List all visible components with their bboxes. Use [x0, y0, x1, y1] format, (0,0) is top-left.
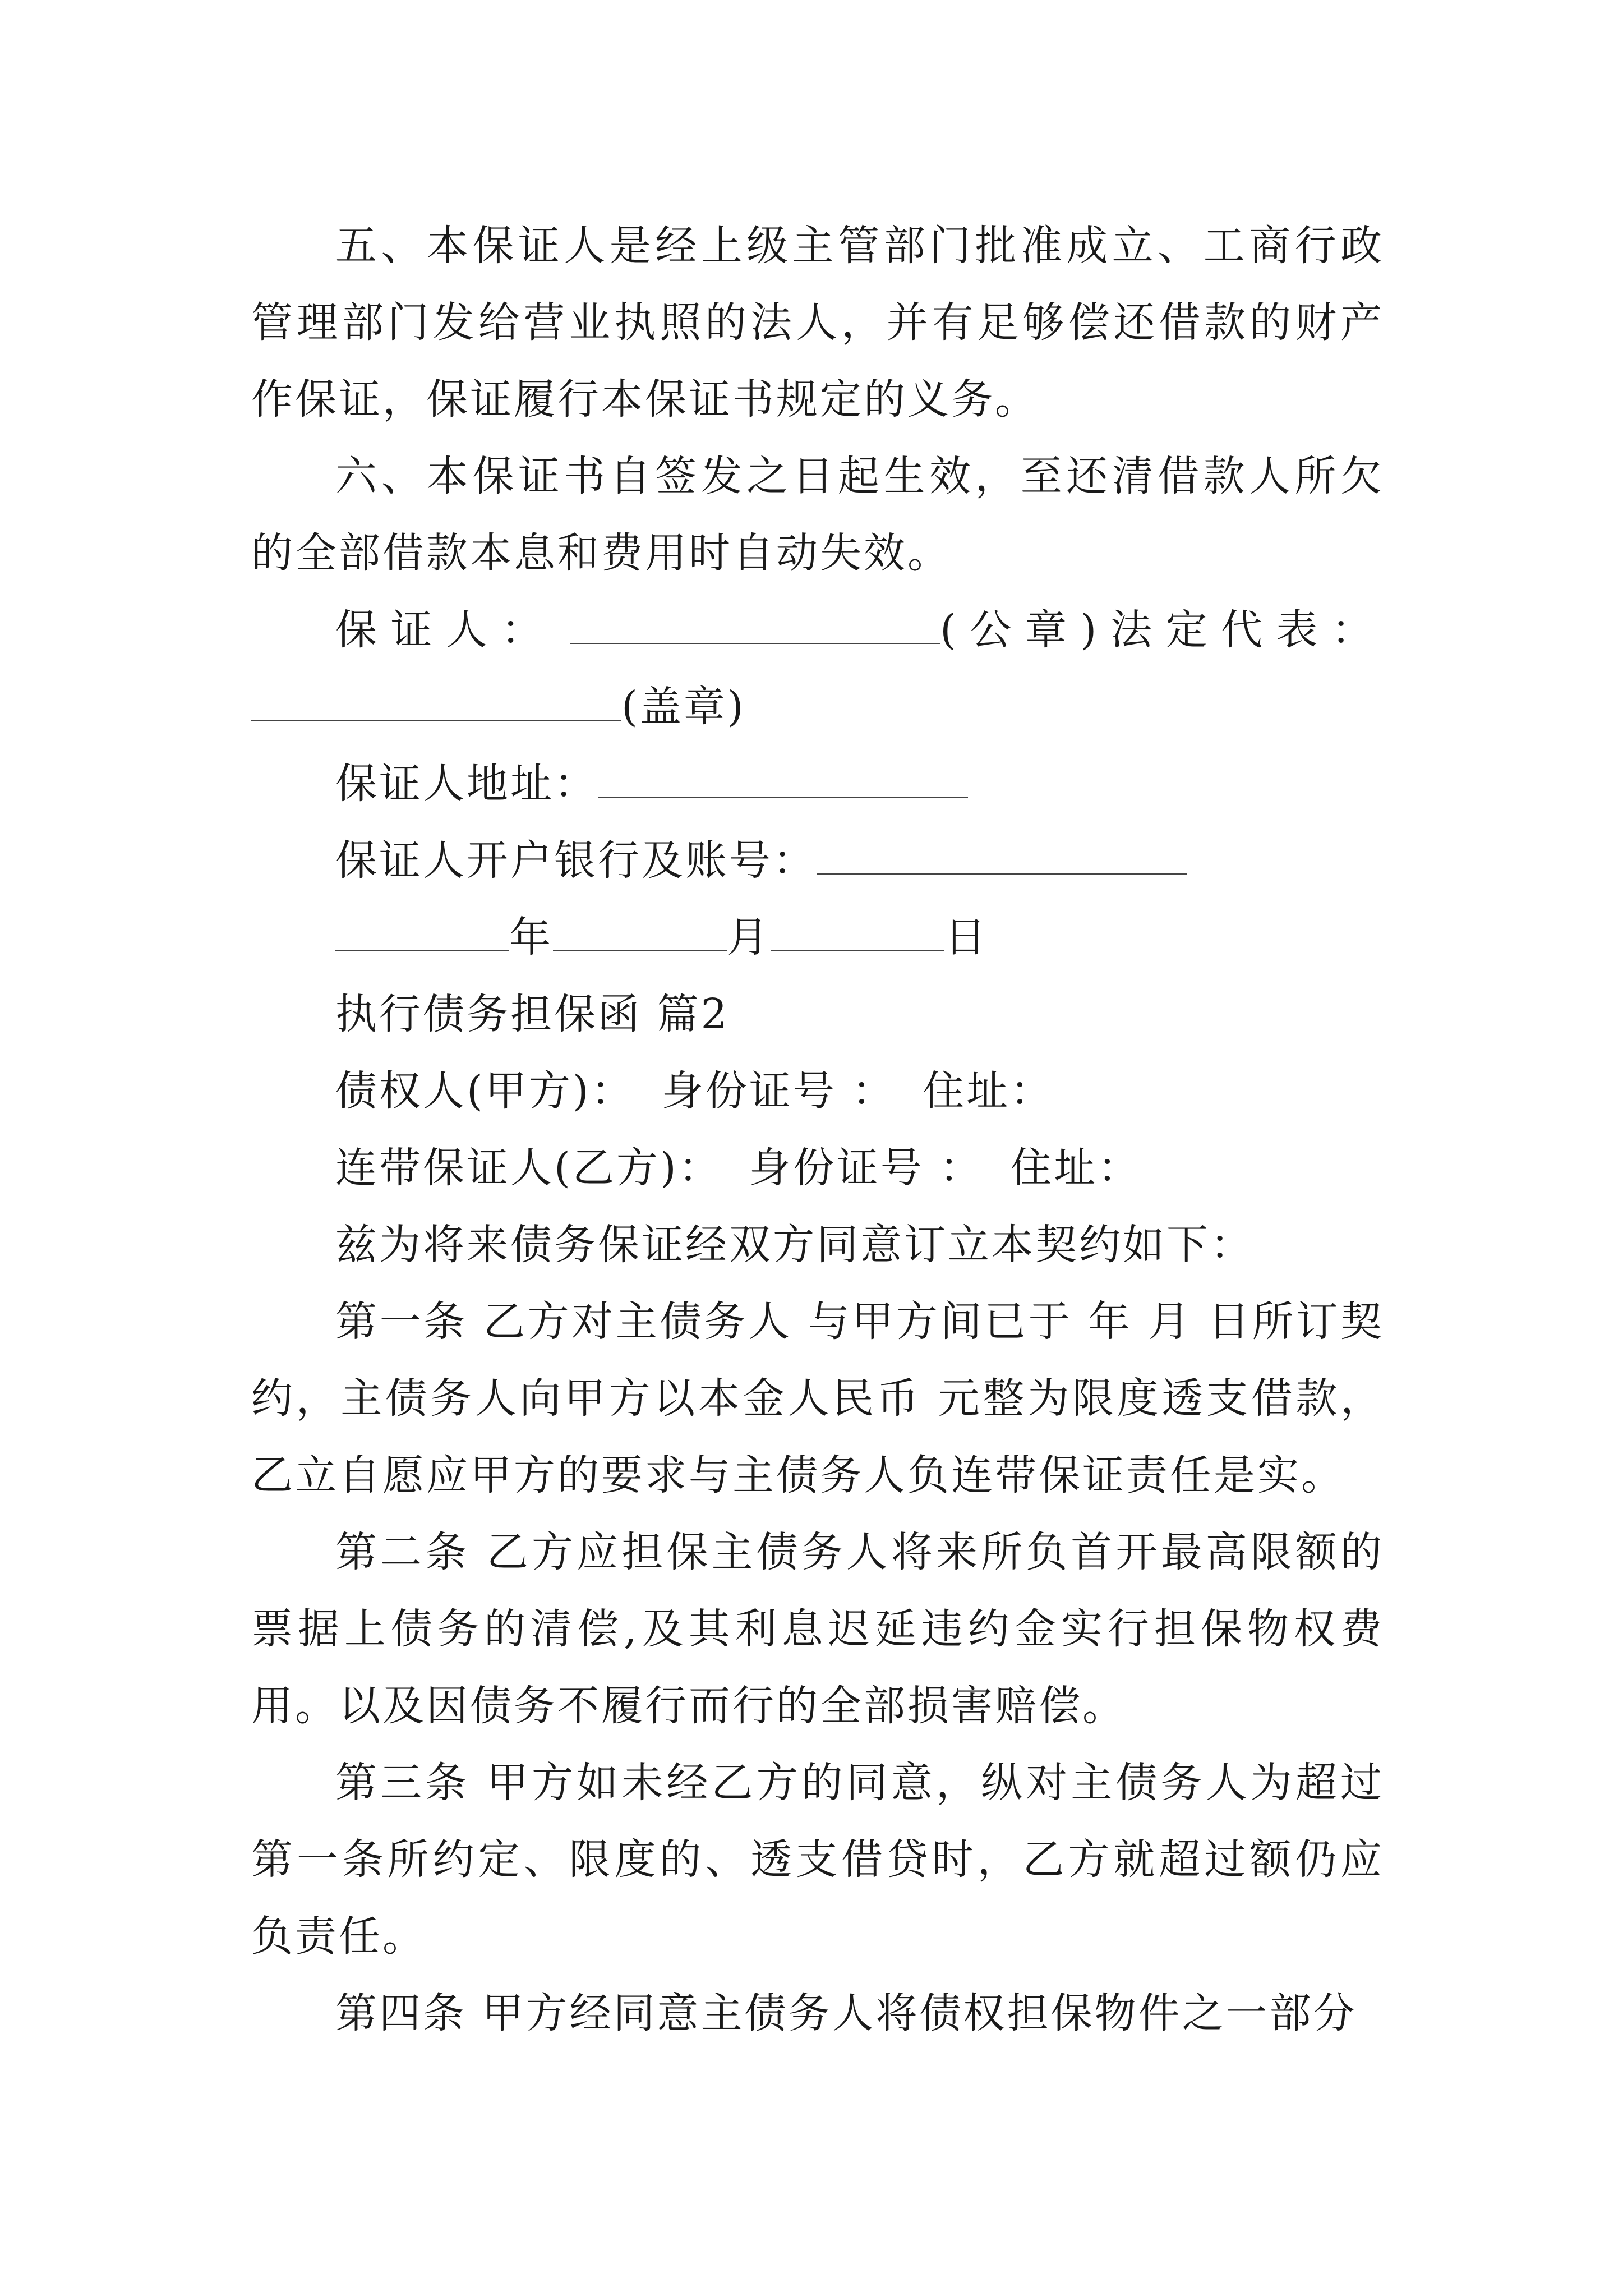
guarantor-address-label: 保证人地址： [335, 760, 598, 808]
article-2-paragraph: 第二条 乙方应担保主债务人将来所负首开最高限额的票据上债务的清偿,及其利息迟延违约金实行担保物权费用。以及因债务不履行而行的全部损害赔偿。 [251, 1528, 1384, 1730]
guarantor-signature-line [251, 592, 1384, 746]
year-blank [335, 917, 509, 951]
date-line [251, 899, 1384, 976]
date-year: 年 [509, 913, 553, 961]
creditor-line [251, 1053, 1384, 1130]
article-4-paragraph: 第四条 甲方经同意主债务人将债权担保物件之一部分 [335, 1989, 1357, 2037]
article-1-paragraph: 第一条 乙方对主债务人 与甲方间已于 年 月 日所订契约，主债务人向甲方以本金人民币 元整为限度透支借款，乙立自愿应甲方的要求与主债务人负连带保证责任是实。 [251, 1297, 1384, 1499]
surety-id-label: 身份证号 ： [749, 1144, 984, 1192]
document-body [251, 208, 1384, 2052]
creditor-label: 债权人(甲方)： [335, 1067, 635, 1115]
intro-paragraph: 兹为将来债务保证经双方同意订立本契约如下： [335, 1221, 1254, 1269]
date-month: 月 [727, 913, 771, 961]
guarantor-bank-label: 保证人开户银行及账号： [335, 836, 817, 885]
legal-rep-blank [251, 686, 621, 721]
surety-address-label: 住址： [1010, 1144, 1142, 1192]
guarantor-blank [570, 609, 940, 644]
surety-line [251, 1130, 1384, 1207]
date-day: 日 [944, 913, 988, 961]
guarantor-address-blank [598, 763, 968, 798]
surety-label: 连带保证人(乙方)： [335, 1144, 722, 1192]
seal-label: (公章)法定代表： [940, 606, 1384, 654]
section-5-paragraph: 五、本保证人是经上级主管部门批准成立、工商行政管理部门发给营业执照的法人，并有足够偿还借款的财产作保证，保证履行本保证书规定的义务。 [251, 222, 1384, 424]
section-6-paragraph: 六、本保证书自签发之日起生效，至还清借款人所欠的全部借款本息和费用时自动失效。 [251, 452, 1384, 577]
creditor-address-label: 住址： [923, 1067, 1054, 1115]
guarantor-bank-blank [817, 840, 1187, 875]
month-blank [553, 917, 727, 951]
article-3-paragraph: 第三条 甲方如未经乙方的同意，纵对主债务人为超过第一条所约定、限度的、透支借贷时，乙方就超过额仍应负责任。 [251, 1759, 1384, 1961]
day-blank [771, 917, 944, 951]
stamp-label: (盖章) [621, 683, 746, 731]
creditor-id-label: 身份证号 ： [661, 1067, 896, 1115]
guarantor-label: 保证人： [335, 606, 557, 654]
section-title: 执行债务担保函 篇2 [335, 990, 730, 1038]
guarantor-address-line [251, 746, 1384, 822]
guarantor-bank-line [251, 822, 1384, 899]
